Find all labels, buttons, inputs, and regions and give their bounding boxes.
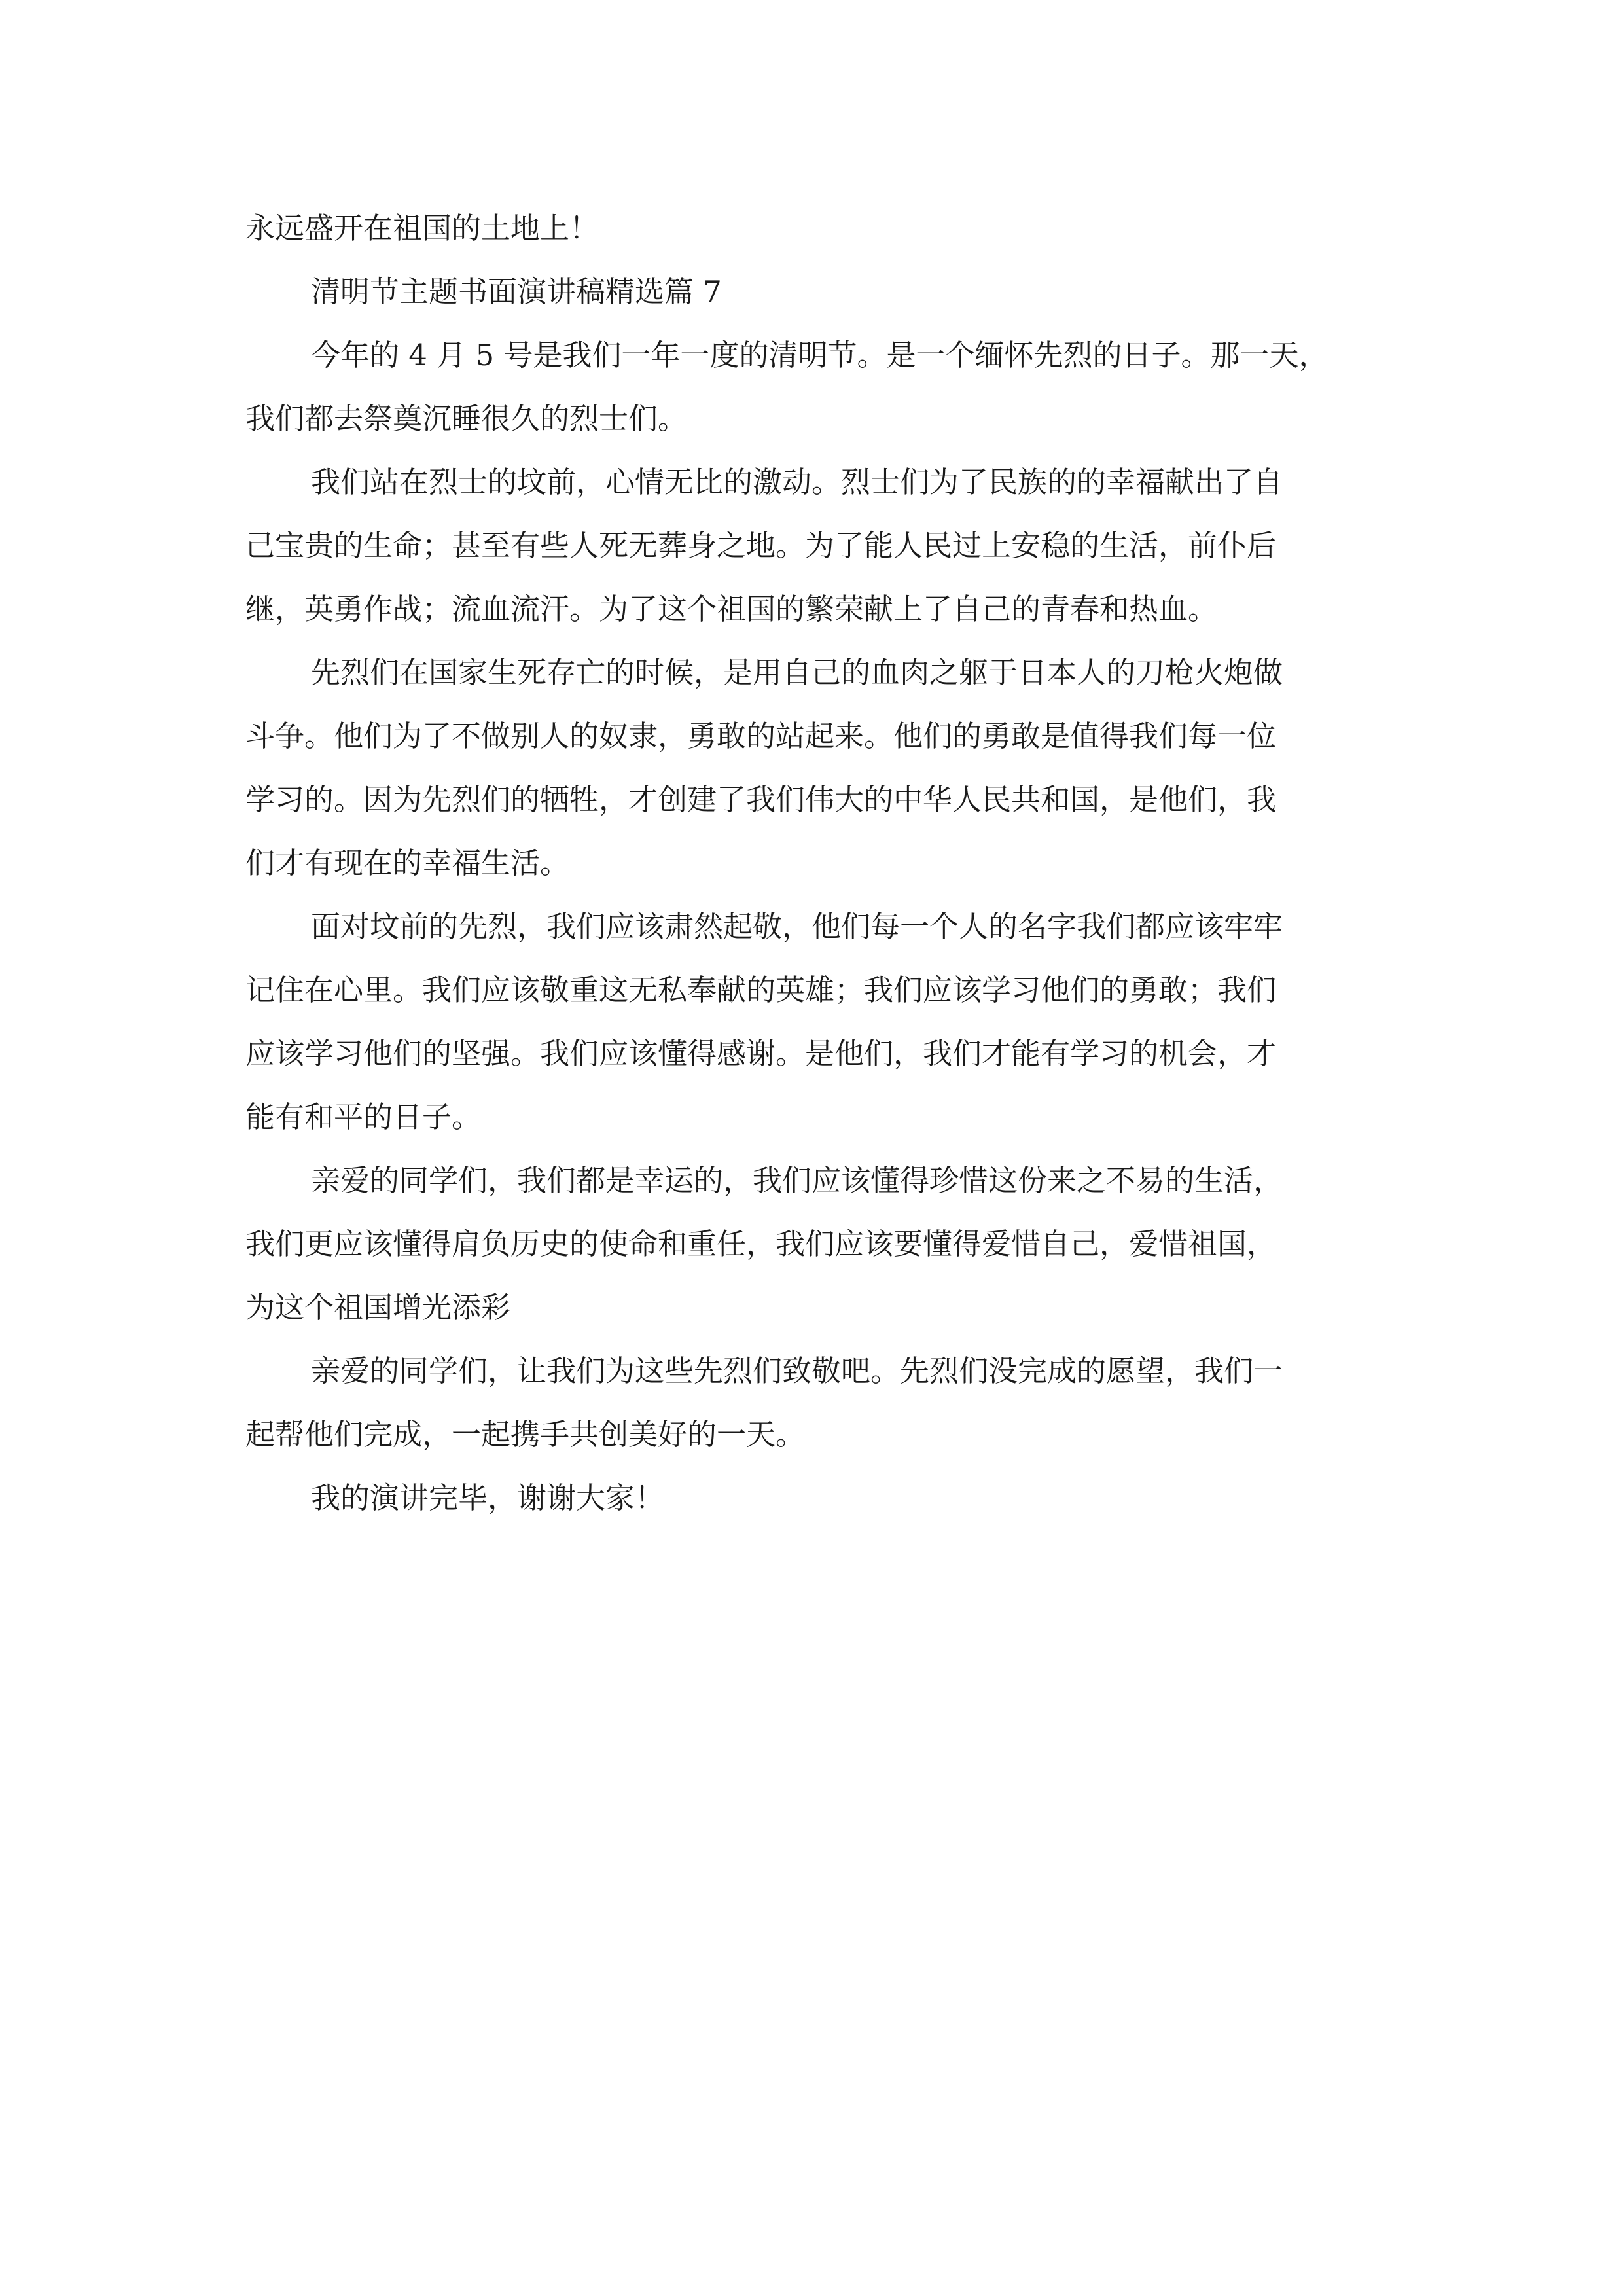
text-line: 能有和平的日子。 xyxy=(245,1100,482,1134)
document-body xyxy=(245,196,1384,1530)
text-line: 我们都去祭奠沉睡很久的烈士们。 xyxy=(245,401,688,436)
text-line: 记住在心里。我们应该敬重这无私奉献的英雄；我们应该学习他们的勇敢；我们 xyxy=(245,973,1277,1007)
text-line: 我们站在烈士的坟前，心情无比的激动。烈士们为了民族的的幸福献出了自 xyxy=(311,465,1283,499)
section-heading: 清明节主题书面演讲稿精选篇 7 xyxy=(311,274,722,309)
text-line: 继，英勇作战；流血流汗。为了这个祖国的繁荣献上了自己的青春和热血。 xyxy=(245,592,1218,626)
text-line: 应该学习他们的坚强。我们应该懂得感谢。是他们，我们才能有学习的机会，才 xyxy=(245,1036,1277,1071)
text-line: 面对坟前的先烈，我们应该肃然起敬，他们每一个人的名字我们都应该牢牢 xyxy=(311,909,1283,944)
text-line: 我的演讲完毕，谢谢大家！ xyxy=(311,1480,665,1515)
text-line: 起帮他们完成，一起携手共创美好的一天。 xyxy=(245,1417,806,1452)
text-line: 亲爱的同学们，让我们为这些先烈们致敬吧。先烈们没完成的愿望，我们一 xyxy=(311,1354,1283,1388)
text-line: 们才有现在的幸福生活。 xyxy=(245,846,570,880)
text-line: 斗争。他们为了不做别人的奴隶，勇敢的站起来。他们的勇敢是值得我们每一位 xyxy=(245,719,1277,753)
text-line: 我们更应该懂得肩负历史的使命和重任，我们应该要懂得爱惜自己，爱惜祖国， xyxy=(245,1227,1277,1261)
text-line: 己宝贵的生命；甚至有些人死无葬身之地。为了能人民过上安稳的生活，前仆后 xyxy=(245,528,1277,563)
text-line: 为这个祖国增光添彩 xyxy=(245,1290,511,1325)
text-line: 学习的。因为先烈们的牺牲，才创建了我们伟大的中华人民共和国，是他们，我 xyxy=(245,782,1277,817)
text-line: 永远盛开在祖国的土地上！ xyxy=(245,211,599,245)
text-line: 亲爱的同学们，我们都是幸运的，我们应该懂得珍惜这份来之不易的生活， xyxy=(311,1163,1283,1198)
text-line: 先烈们在国家生死存亡的时候，是用自己的血肉之躯于日本人的刀枪火炮做 xyxy=(311,655,1283,690)
text-line: 今年的 4 月 5 号是我们一年一度的清明节。是一个缅怀先烈的日子。那一天， xyxy=(311,338,1329,372)
